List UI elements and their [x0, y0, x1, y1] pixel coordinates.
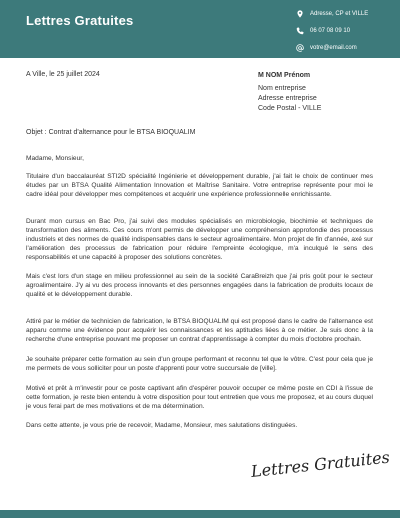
contact-address-text: Adresse, CP et VILLE [310, 10, 369, 17]
paragraph-5: Je souhaite préparer cette formation au sein d'un groupe performant et reconnu tel que le vôtre. C'est pour cela que je me permets de vous solliciter pour un poste d'apprenti pour votre succursale de [ville]. [26, 356, 373, 372]
contact-phone [296, 22, 368, 39]
paragraph-4: Attiré par le métier de technicien de fabrication, le BTSA BIOQUALIM qui est proposé dans le cadre de l'alternance est apparu comme une évidence pour acquérir les connaissances et les aptitudes liées à ce métier. Je suis donc à la recherche d'une entreprise pouvant me proposer un contrat d'apprentissage à compter du mois d'octobre prochain. [26, 318, 373, 343]
paragraph-6: Motivé et prêt à m'investir pour ce poste captivant afin d'espérer pouvoir occuper ce même poste en CDI à l'issue de cette formation, je reste bien entendu à votre disposition pour tout entretien que vous me proposez, et au cours duquel je vous ferai part de mes motivations et de ma détermination. [26, 385, 373, 410]
phone-icon [296, 27, 304, 35]
contact-block [296, 5, 368, 56]
recipient-name: M NOM Prénom [258, 72, 311, 79]
contact-email-text: votre@email.com [310, 44, 357, 51]
header-bar [0, 0, 400, 58]
salutation: Madame, Monsieur, [26, 155, 84, 162]
recipient-block [258, 71, 321, 114]
brand-title: Lettres Gratuites [26, 13, 134, 28]
letter-object: Objet : Contrat d'alternance pour le BTSA BIOQUALIM [26, 129, 196, 136]
paragraph-2: Durant mon cursus en Bac Pro, j'ai suivi des modules spécialisés en microbiologie, biochimie et techniques de transformation des aliments. Ces cours m'ont permis de développer une compréhension approfondie des processus industriels et des normes de qualité indispensables dans le secteur agroalimentaire. Mon projet de fin d'année, axé sur l'amélioration des processus de fabrication pour réduire l'empreinte écologique, m'a inculqué le sens des responsabilités et une capacité à proposer des solutions concrètes. [26, 218, 373, 261]
closing-line: Dans cette attente, je vous prie de recevoir, Madame, Monsieur, mes salutations distinguées. [26, 422, 298, 429]
paragraph-3: Mais c'est lors d'un stage en milieu professionnel au sein de la société CaraBreizh que j'ai pris goût pour le secteur agroalimentaire. J'y ai vu des process innovants et des personnes engagées dans la fabrication de produits locaux de qualité et le développement durable. [26, 273, 373, 298]
recipient-address: Adresse entreprise [258, 95, 317, 102]
footer-bar [0, 510, 400, 518]
letter-body [26, 154, 373, 430]
at-sign-icon [296, 44, 304, 52]
location-pin-icon [296, 10, 304, 18]
contact-phone-text: 06 07 08 09 10 [310, 27, 351, 34]
handwritten-signature: Lettres Gratuites [250, 447, 391, 481]
paragraph-1: Titulaire d'un baccalauréat STI2D spécialité Ingénierie et développement durable, j'ai fait le choix de continuer mes études par un BTSA Qualité Alimentation Innovation et Maîtrise Sanitaire. Votre entreprise représente pour moi le cadre idéal pour développer mes compétences et acquérir une expérience professionnelle enrichissante. [26, 173, 373, 198]
contact-email [296, 39, 368, 56]
recipient-company: Nom entreprise [258, 85, 306, 92]
letter-date: A Ville, le 25 juillet 2024 [26, 71, 100, 78]
contact-address [296, 5, 368, 22]
recipient-postal: Code Postal - VILLE [258, 105, 322, 112]
